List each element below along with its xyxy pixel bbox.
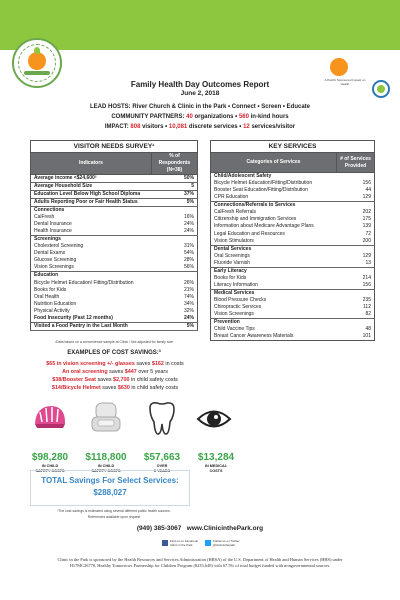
- service-label: Vision Stimulators: [211, 238, 337, 246]
- impact-visitors-label: visitors •: [142, 124, 168, 130]
- impact-services: 10,081: [168, 124, 188, 130]
- partners-label: COMMUNITY PARTNERS:: [111, 114, 185, 120]
- service-value: 156: [337, 282, 375, 290]
- twitter-line2: @clinicinthepark: [213, 543, 236, 547]
- cost-savings-amt: $630: [117, 385, 130, 391]
- survey-row: [31, 183, 198, 191]
- service-row: [211, 209, 375, 216]
- service-row: [211, 216, 375, 223]
- survey-value: 74%: [183, 293, 194, 300]
- survey-row: [31, 257, 198, 264]
- survey-row: [31, 250, 198, 257]
- service-label: CPR Education: [211, 194, 337, 202]
- survey-label: Nutrition Education: [34, 300, 77, 307]
- survey-row: [31, 175, 198, 183]
- cost-savings-mid: saves: [102, 385, 117, 391]
- survey-value: 5: [152, 183, 198, 191]
- service-row: [211, 275, 375, 282]
- cost-savings-line: [0, 361, 230, 367]
- survey-value: 21%: [183, 286, 194, 293]
- survey-row: [31, 279, 198, 286]
- tooth-icon: [144, 400, 180, 438]
- survey-label: CalFresh: [34, 214, 55, 221]
- partners-orgs-label: organizations •: [194, 114, 238, 120]
- savings-stat-caption-line1: IN CHILD: [97, 464, 115, 468]
- service-row: [211, 311, 375, 319]
- cost-savings-tail: over 5 years: [138, 369, 168, 375]
- service-label: CalFresh Referrals: [214, 209, 256, 216]
- service-label: Books for Kids: [214, 274, 247, 281]
- service-value: 48: [365, 325, 371, 332]
- survey-label: Cholesterol Screening: [34, 243, 84, 250]
- twitter-line1: Follow us on Twitter: [213, 539, 240, 543]
- service-value: 175: [362, 216, 371, 223]
- eye-icon: [196, 400, 232, 438]
- service-row: [211, 194, 375, 202]
- survey-label: Dental Insurance: [34, 221, 72, 228]
- service-row: [211, 223, 375, 230]
- survey-value: 16%: [183, 214, 194, 221]
- cost-savings-amt: $447: [124, 369, 137, 375]
- survey-row: [31, 287, 198, 294]
- survey-value: 32%: [183, 307, 194, 314]
- service-label: Child/Adolescent Safety: [214, 173, 272, 179]
- survey-label: Average Household Size: [31, 183, 152, 191]
- survey-value: 31%: [183, 243, 194, 250]
- survey-label: Health Insurance: [31, 228, 152, 236]
- partner-logo: [330, 58, 348, 76]
- service-label: Oral Screenings: [214, 252, 250, 259]
- savings-footnote: ³The cost savings is estimated using several different public health sources.: [57, 509, 171, 513]
- cost-savings-mid: saves: [136, 361, 151, 367]
- service-value: 200: [337, 238, 375, 246]
- cost-savings-red: $38/Booster Seat: [52, 377, 96, 383]
- survey-row: [31, 221, 198, 228]
- service-value: 214: [362, 274, 371, 281]
- survey-label: Dental Exams: [34, 250, 66, 257]
- survey-value: 5%: [152, 322, 198, 330]
- service-row: [211, 187, 375, 194]
- cost-savings-line: [0, 369, 230, 375]
- survey-value: [152, 272, 198, 280]
- cost-savings-line: [0, 377, 230, 383]
- report-date: June 2, 2018: [180, 90, 220, 97]
- partner-logo-text: A Pacific Sponsored Impact on Health: [324, 78, 366, 86]
- survey-label: Average income <$24,600²: [31, 175, 152, 183]
- service-value: [337, 245, 375, 253]
- service-value: [337, 173, 375, 181]
- survey-row: [31, 301, 198, 308]
- survey-row: [31, 308, 198, 315]
- funding-disclaimer: Clinic in the Park is sponsored by the Health Resources and Services Administration (HRSA) of the U.S. Department of Health and Human Services (HHS) under H17MC26778, Healthy Tomorrows Partnership for Children Program ($235,648) with 67.5% of total budget funded with nongovernmental sources.: [57, 557, 343, 568]
- partners-inkind-label: in-kind hours: [250, 114, 289, 120]
- survey-row: [31, 236, 198, 244]
- savings-stat-caption-line1: IN MEDICAL: [204, 464, 228, 468]
- survey-row: [31, 199, 198, 207]
- survey-row: [31, 207, 198, 215]
- service-value: 72: [365, 230, 371, 237]
- service-label: Blood Pressure Checks: [214, 296, 267, 303]
- survey-label: Adults Reporting Poor or Fair Health Status: [31, 199, 152, 207]
- savings-stat-amount: $118,800: [85, 452, 127, 463]
- savings-stat-caption-line2: SAFETY COSTS: [91, 469, 121, 473]
- survey-value: 24%: [183, 221, 194, 228]
- twitter-icon: [205, 540, 211, 546]
- savings-stat-caption-line2: SAFETY COSTS: [35, 469, 65, 473]
- service-value: 139: [362, 223, 371, 230]
- survey-row: [31, 294, 198, 301]
- service-row: [211, 326, 375, 333]
- cost-savings-tail: in child safety costs: [131, 377, 178, 383]
- survey-row: [31, 191, 198, 199]
- savings-stat-amount: $57,663: [143, 452, 181, 463]
- survey-value: 50%: [152, 175, 198, 183]
- impact-line: [0, 124, 400, 130]
- survey-row: [31, 228, 198, 236]
- impact-visitors: 808: [130, 124, 141, 130]
- survey-row: [31, 272, 198, 280]
- service-value: 44: [365, 187, 371, 194]
- service-label: Booster Seat Education/Fitting/Distribution: [214, 187, 308, 194]
- service-label: Chiropractic Services: [214, 303, 262, 310]
- savings-stat-caption-line1: OVER: [156, 464, 168, 468]
- cost-savings-line: [0, 385, 230, 391]
- cost-savings-red: An oral screening: [62, 369, 108, 375]
- service-label: Information about Medicare Advantage Plans: [214, 223, 314, 230]
- service-label: Child Vaccine Tips: [214, 325, 255, 332]
- survey-label: Books for Kids: [34, 286, 67, 293]
- impact-services-label: discrete services •: [188, 124, 242, 130]
- savings-stat-caption: [186, 464, 246, 474]
- col-categories: Categories of Services: [211, 153, 337, 173]
- lead-hosts-text: River Church & Clinic in the Park • Connect • Screen • Educate: [132, 104, 311, 110]
- survey-row: [31, 243, 198, 250]
- impact-label: IMPACT:: [104, 124, 129, 130]
- survey-label: Vision Screenings: [31, 264, 152, 272]
- savings-references: References available upon request: [87, 515, 141, 519]
- service-row: [211, 180, 375, 187]
- service-row: [211, 245, 375, 253]
- col-services-count: # of Services Provided: [337, 153, 375, 173]
- service-row: [211, 267, 375, 275]
- savings-stat-amount: $98,280: [31, 452, 69, 463]
- impact-per-visitor-label: services/visitor: [251, 124, 296, 130]
- total-savings-label: TOTAL Savings For Select Services:: [41, 476, 179, 485]
- service-row: [211, 260, 375, 268]
- bicycle-helmet-icon: [32, 400, 68, 438]
- survey-value: 37%: [152, 191, 198, 199]
- survey-value: [152, 236, 198, 244]
- survey-label: Food Insecurity (Past 12 months): [31, 315, 152, 323]
- savings-stat-caption-line2: 5 YEARS: [153, 469, 171, 473]
- survey-value: 26%: [183, 279, 194, 286]
- service-row: [211, 282, 375, 290]
- service-row: [211, 297, 375, 304]
- survey-label: Connections: [34, 207, 65, 213]
- survey-value: 28%: [183, 257, 194, 264]
- service-value: 156: [362, 180, 371, 187]
- service-label: Connections/Referrals to Services: [214, 202, 296, 209]
- key-services-title: KEY SERVICES: [211, 141, 375, 153]
- cost-savings-tail: in costs: [165, 361, 184, 367]
- header-banner: [0, 0, 400, 50]
- service-value: [337, 289, 375, 297]
- cost-savings-mid: saves: [109, 369, 124, 375]
- service-label: Bicycle Helmet Education/Fitting/Distribution: [214, 180, 313, 187]
- survey-row: [31, 315, 198, 323]
- service-label: Dental Services: [214, 245, 252, 252]
- service-row: [211, 173, 375, 181]
- facebook-icon: [162, 540, 168, 546]
- survey-value: [152, 207, 198, 215]
- service-value: [337, 202, 375, 210]
- partners-orgs-count: 40: [186, 114, 193, 120]
- savings-stat-caption-line1: IN CHILD: [41, 464, 59, 468]
- cost-savings-mid: saves: [97, 377, 112, 383]
- community-partners: [0, 114, 400, 120]
- lead-hosts: [0, 104, 400, 110]
- visitor-needs-table: [30, 140, 198, 331]
- survey-label: Visited a Food Pantry in the Last Month: [31, 322, 152, 330]
- survey-label: Oral Health: [34, 293, 60, 300]
- report-title: Family Health Day Outcomes Report: [130, 80, 270, 89]
- survey-value: 34%: [183, 300, 194, 307]
- service-label: Literacy Information: [211, 282, 337, 290]
- service-label: Prevention: [214, 318, 240, 325]
- service-row: [211, 253, 375, 260]
- service-label: Citizenship and Immigration Services: [214, 216, 297, 223]
- survey-row: [31, 214, 198, 221]
- col-respondents: % of Respondents (N=38): [152, 153, 198, 175]
- survey-value: 54%: [183, 250, 194, 257]
- service-value: [337, 267, 375, 275]
- booster-seat-icon: [88, 400, 124, 438]
- survey-label: Education Level Below High School Diploma: [31, 191, 152, 199]
- service-row: [211, 304, 375, 311]
- service-row: [211, 202, 375, 210]
- col-indicators: Indicators: [31, 153, 152, 175]
- survey-value: 24%: [152, 315, 198, 323]
- partners-inkind: 560: [238, 114, 249, 120]
- impact-per-visitor: 12: [243, 124, 250, 130]
- cost-savings-red: $14/Bicycle Helmet: [51, 385, 101, 391]
- cost-savings-red: $65 in vision screening +/- glasses: [46, 361, 135, 367]
- service-row: [211, 333, 375, 341]
- survey-value: 5%: [152, 199, 198, 207]
- savings-stat-caption-line2: COSTS: [209, 469, 223, 473]
- facebook-line2: Clinic in the Park: [170, 543, 193, 547]
- service-row: [211, 230, 375, 237]
- service-label: Medical Services: [214, 289, 255, 296]
- survey-label: Glucose Screening: [34, 257, 77, 264]
- service-label: Legal Education and Resources: [214, 230, 285, 237]
- service-value: 101: [362, 333, 371, 340]
- survey-label: Bicycle Helmet Education/ Fitting/Distribution: [34, 279, 134, 286]
- survey-label: Education: [34, 272, 59, 279]
- cost-savings-tail: in child safety costs: [131, 385, 179, 391]
- service-label: Vision Screenings: [211, 311, 337, 319]
- service-value: 235: [362, 296, 371, 303]
- contact-website[interactable]: www.ClinicinthePark.org: [186, 525, 264, 532]
- service-value: 13: [337, 260, 375, 268]
- service-row: [211, 289, 375, 297]
- visitor-needs-title: VISITOR NEEDS SURVEY¹: [31, 141, 198, 153]
- service-value: 202: [362, 209, 371, 216]
- survey-value: 56%: [152, 264, 198, 272]
- key-services-table: [210, 140, 375, 341]
- service-row: [211, 318, 375, 326]
- service-label: Early Literacy: [214, 267, 247, 274]
- service-label: Fluoride Varnish: [211, 260, 337, 268]
- survey-row: [31, 264, 198, 272]
- cost-savings-amt: $162: [151, 361, 164, 367]
- survey-label: Screenings: [34, 236, 61, 243]
- service-label: Breast Cancer Awareness Materials: [214, 333, 294, 340]
- service-value: [337, 318, 375, 326]
- contact-line: [0, 525, 400, 532]
- savings-stat-amount: $13,284: [197, 452, 235, 463]
- cost-savings-title: EXAMPLES OF COST SAVINGS:³: [67, 350, 161, 356]
- service-row: [211, 238, 375, 246]
- survey-label: Physical Activity: [34, 307, 70, 314]
- service-value: 129: [337, 194, 375, 202]
- total-savings-amount: $288,027: [93, 488, 127, 497]
- lead-hosts-label: LEAD HOSTS:: [89, 104, 131, 110]
- service-value: 112: [363, 303, 371, 310]
- survey-value: 24%: [152, 228, 198, 236]
- service-value: 82: [337, 311, 375, 319]
- survey-row: [31, 322, 198, 330]
- service-value: 129: [362, 252, 371, 259]
- cost-savings-amt: $2,700: [113, 377, 130, 383]
- survey-footnote: ¹Data based on a convenience sample at Clinic / Not adjusted for family size: [54, 340, 174, 344]
- contact-phone: (949) 385-3067: [136, 525, 182, 532]
- facebook-line1: Find us on Facebook: [170, 539, 199, 543]
